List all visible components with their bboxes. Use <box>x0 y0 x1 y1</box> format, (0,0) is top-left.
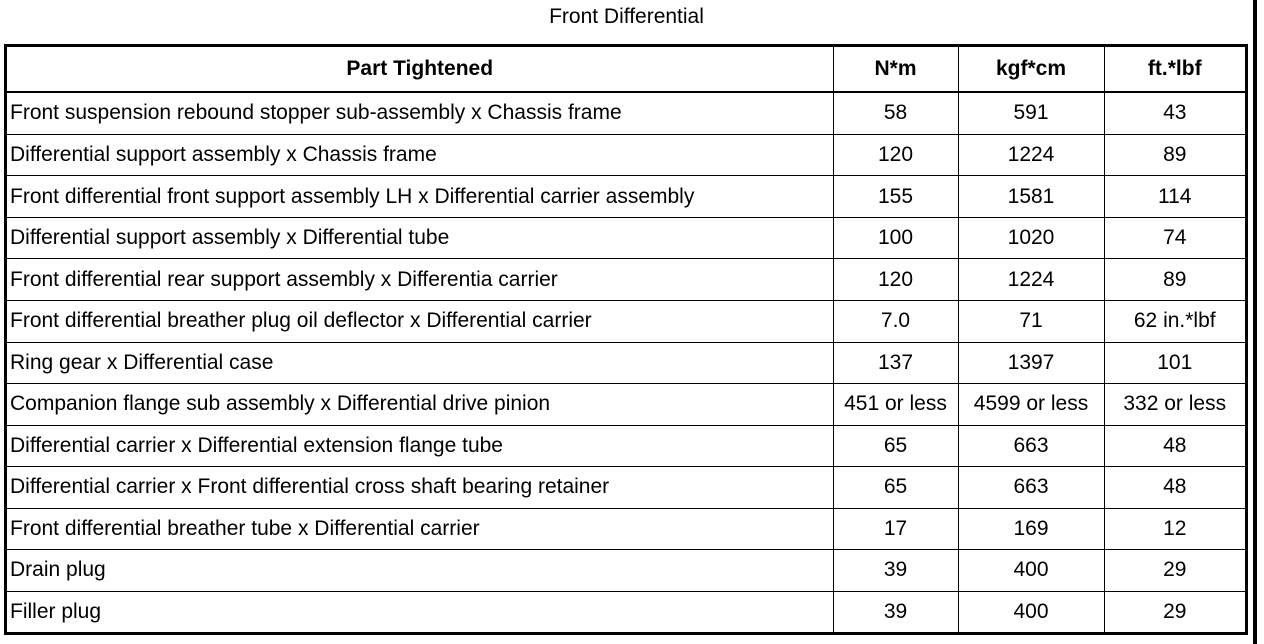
nm-cell: 137 <box>833 342 958 384</box>
kgfcm-cell: 4599 or less <box>958 384 1104 426</box>
nm-cell: 120 <box>833 134 958 176</box>
nm-cell: 58 <box>833 92 958 134</box>
ftlbf-cell: 29 <box>1104 591 1245 632</box>
nm-cell: 155 <box>833 176 958 218</box>
part-cell: Drain plug <box>7 550 833 592</box>
part-cell: Front differential rear support assembly x Differentia carrier <box>7 259 833 301</box>
header-ftlbf: ft.*lbf <box>1104 47 1245 92</box>
table-body <box>7 92 1245 632</box>
kgfcm-cell: 1224 <box>958 259 1104 301</box>
nm-cell: 39 <box>833 591 958 632</box>
right-border-rule <box>1253 0 1257 644</box>
part-cell: Ring gear x Differential case <box>7 342 833 384</box>
nm-cell: 451 or less <box>833 384 958 426</box>
kgfcm-cell: 663 <box>958 425 1104 467</box>
header-part-tightened: Part Tightened <box>7 47 833 92</box>
table-header-row <box>7 47 1245 92</box>
part-cell: Differential carrier x Front differential cross shaft bearing retainer <box>7 467 833 509</box>
torque-table-frame <box>4 44 1248 635</box>
kgfcm-cell: 591 <box>958 92 1104 134</box>
table-row <box>7 550 1245 592</box>
part-cell: Differential carrier x Differential extension flange tube <box>7 425 833 467</box>
part-cell: Front differential breather plug oil deflector x Differential carrier <box>7 300 833 342</box>
table-row <box>7 591 1245 632</box>
part-cell: Differential support assembly x Differential tube <box>7 217 833 259</box>
ftlbf-cell: 101 <box>1104 342 1245 384</box>
ftlbf-cell: 12 <box>1104 508 1245 550</box>
page-title: Front Differential <box>549 5 704 28</box>
kgfcm-cell: 169 <box>958 508 1104 550</box>
ftlbf-cell: 114 <box>1104 176 1245 218</box>
table-row <box>7 176 1245 218</box>
nm-cell: 17 <box>833 508 958 550</box>
kgfcm-cell: 1224 <box>958 134 1104 176</box>
part-cell: Front suspension rebound stopper sub-assembly x Chassis frame <box>7 92 833 134</box>
kgfcm-cell: 71 <box>958 300 1104 342</box>
table-row <box>7 467 1245 509</box>
header-kgfcm: kgf*cm <box>958 47 1104 92</box>
kgfcm-cell: 663 <box>958 467 1104 509</box>
table-row <box>7 342 1245 384</box>
ftlbf-cell: 62 in.*lbf <box>1104 300 1245 342</box>
table-row <box>7 259 1245 301</box>
torque-spec-table <box>7 47 1245 632</box>
kgfcm-cell: 400 <box>958 591 1104 632</box>
ftlbf-cell: 48 <box>1104 425 1245 467</box>
nm-cell: 7.0 <box>833 300 958 342</box>
part-cell: Front differential breather tube x Differential carrier <box>7 508 833 550</box>
ftlbf-cell: 48 <box>1104 467 1245 509</box>
ftlbf-cell: 43 <box>1104 92 1245 134</box>
nm-cell: 65 <box>833 467 958 509</box>
header-nm: N*m <box>833 47 958 92</box>
ftlbf-cell: 74 <box>1104 217 1245 259</box>
table-row <box>7 425 1245 467</box>
table-row <box>7 300 1245 342</box>
nm-cell: 65 <box>833 425 958 467</box>
nm-cell: 120 <box>833 259 958 301</box>
table-row <box>7 92 1245 134</box>
kgfcm-cell: 1581 <box>958 176 1104 218</box>
table-row <box>7 217 1245 259</box>
kgfcm-cell: 400 <box>958 550 1104 592</box>
nm-cell: 100 <box>833 217 958 259</box>
part-cell: Filler plug <box>7 591 833 632</box>
ftlbf-cell: 332 or less <box>1104 384 1245 426</box>
kgfcm-cell: 1397 <box>958 342 1104 384</box>
ftlbf-cell: 89 <box>1104 259 1245 301</box>
ftlbf-cell: 29 <box>1104 550 1245 592</box>
ftlbf-cell: 89 <box>1104 134 1245 176</box>
kgfcm-cell: 1020 <box>958 217 1104 259</box>
part-cell: Front differential front support assembly LH x Differential carrier assembly <box>7 176 833 218</box>
part-cell: Differential support assembly x Chassis frame <box>7 134 833 176</box>
table-row <box>7 384 1245 426</box>
table-row <box>7 508 1245 550</box>
table-row <box>7 134 1245 176</box>
part-cell: Companion flange sub assembly x Differential drive pinion <box>7 384 833 426</box>
nm-cell: 39 <box>833 550 958 592</box>
